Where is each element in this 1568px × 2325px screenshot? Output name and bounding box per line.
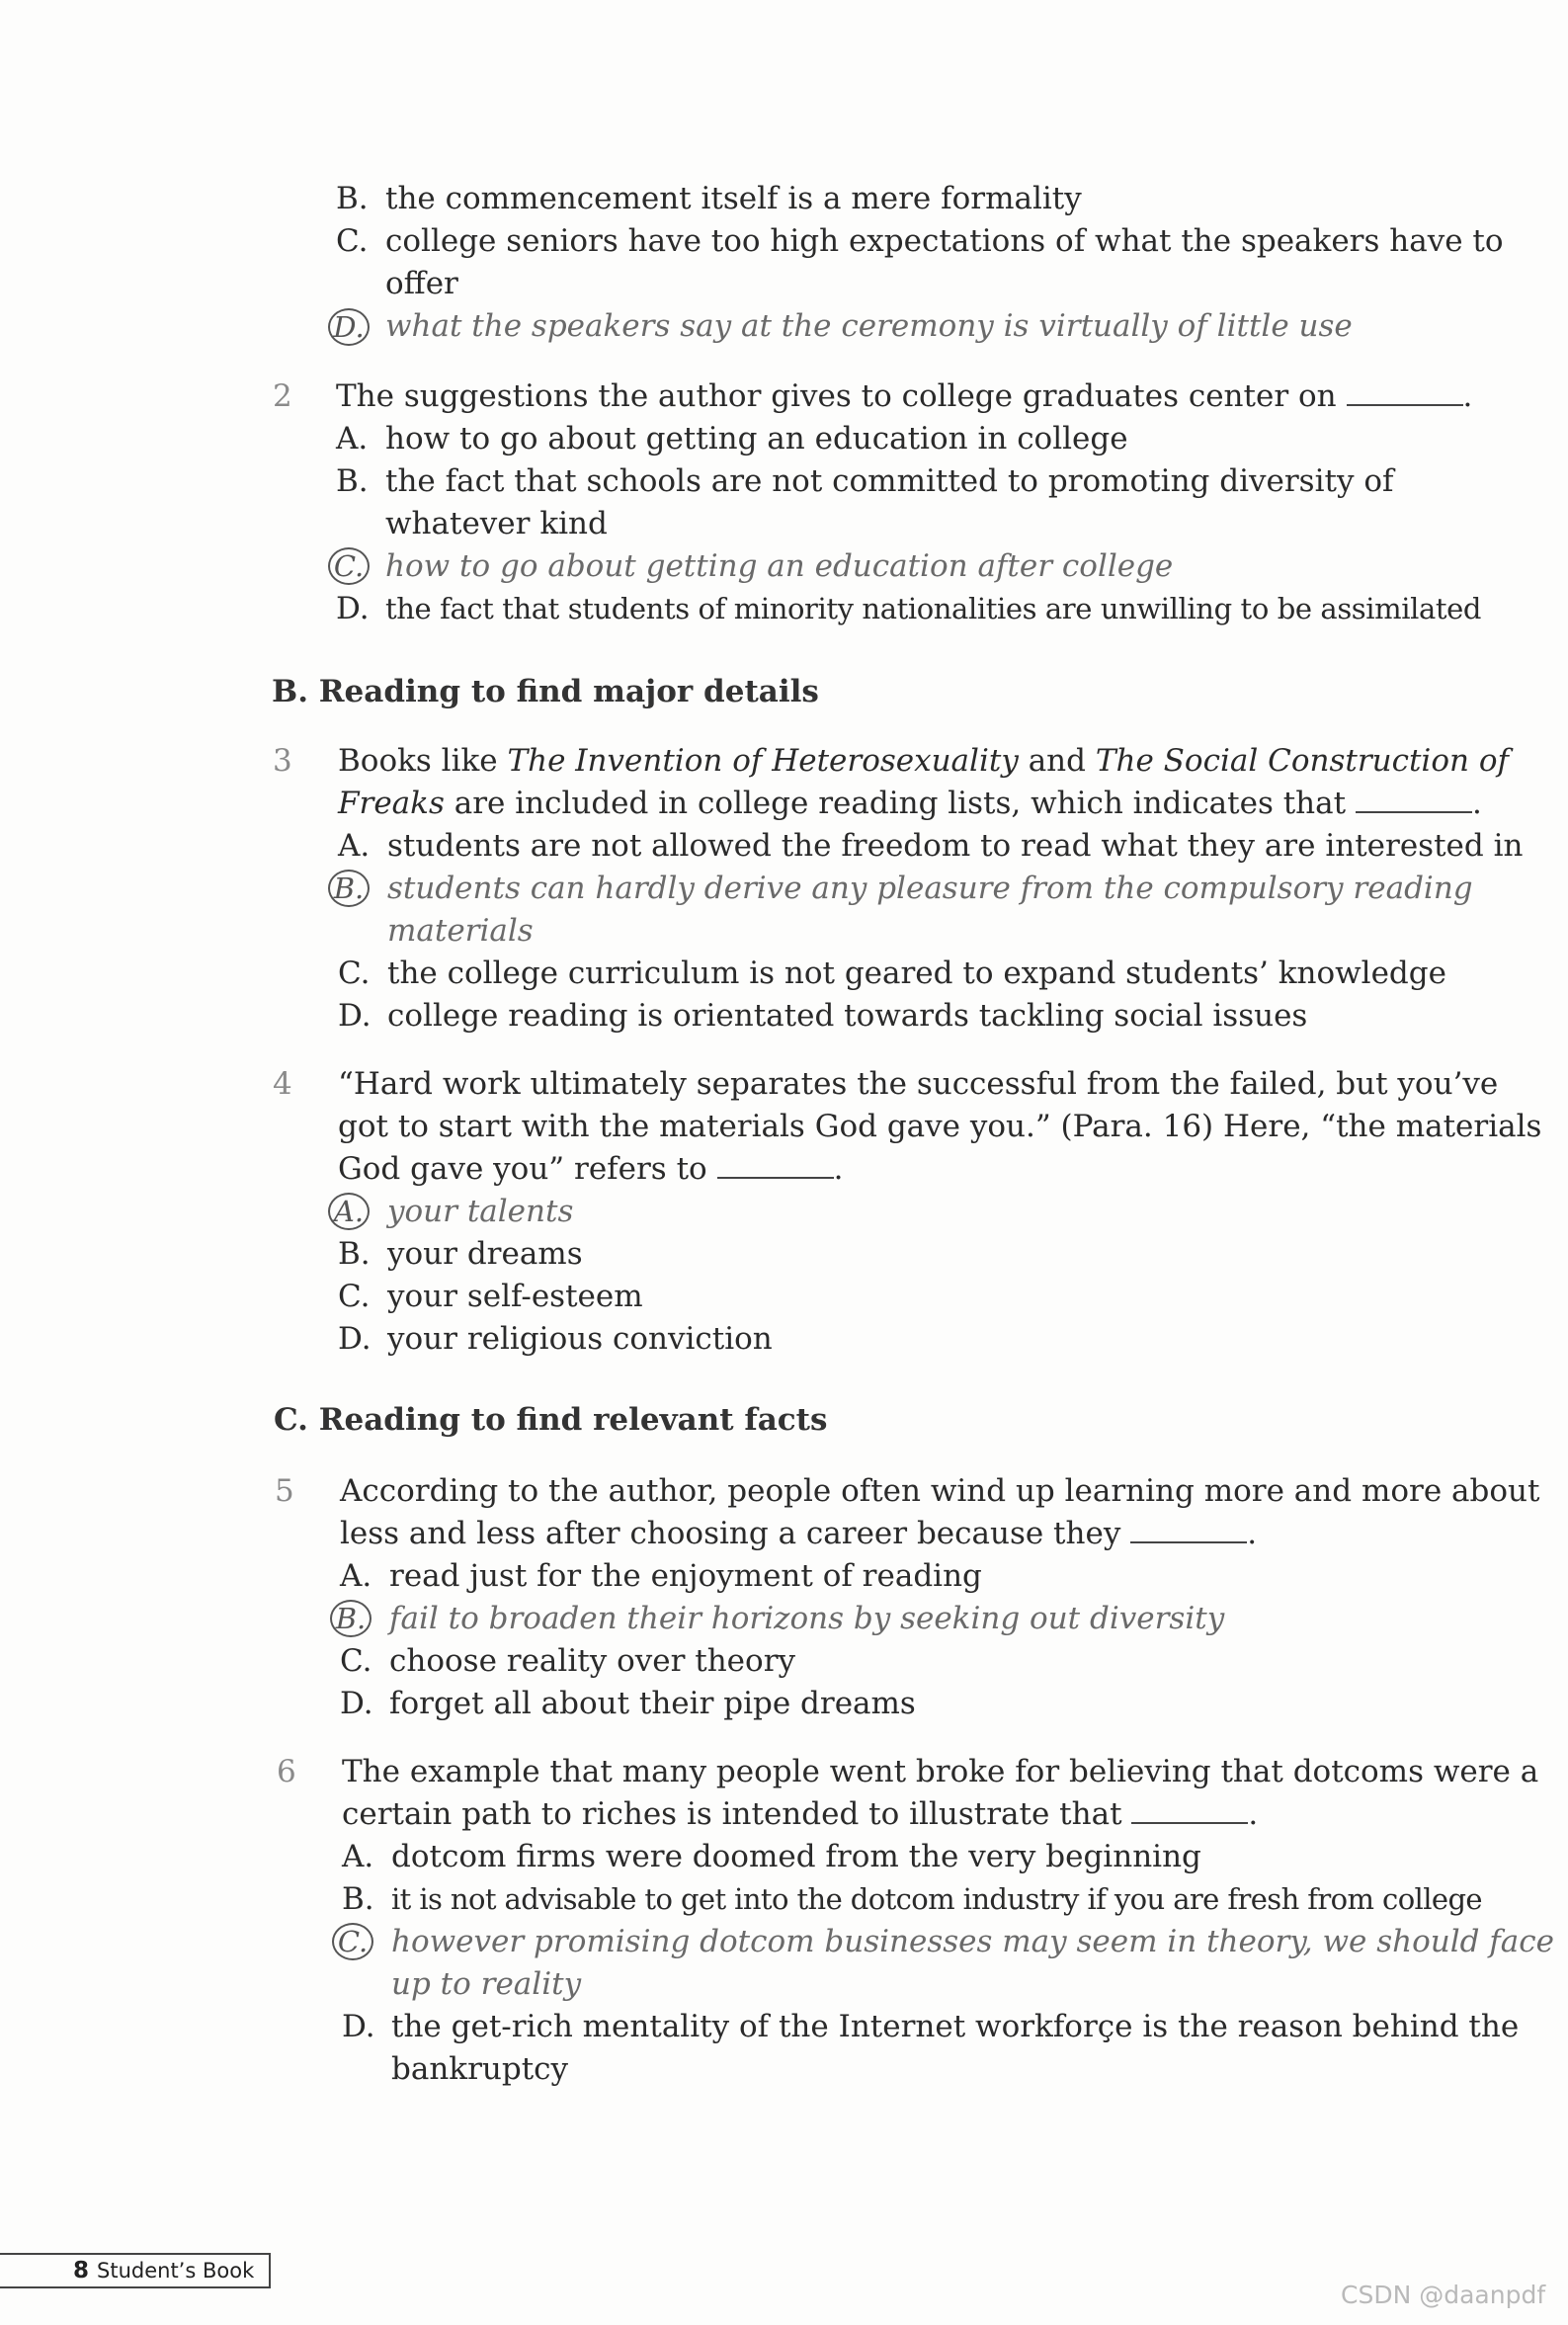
question-stem-continued: Freaks are included in college reading lists, which indicates that . bbox=[338, 786, 1482, 821]
answer-text: what the speakers say at the ceremony is virtually of little use bbox=[385, 308, 1353, 344]
question-stem: “Hard work ultimately separates the successful from the failed, but you’ve bbox=[338, 1066, 1499, 1102]
option-text-continued: whatever kind bbox=[385, 506, 608, 541]
question-stem: According to the author, people often wind up learning more and more about bbox=[340, 1473, 1540, 1509]
option-letter: D. bbox=[338, 998, 371, 1034]
option-letter: B. bbox=[336, 463, 369, 499]
question-number: 5 bbox=[275, 1473, 294, 1509]
option-letter-circled: A. bbox=[333, 1195, 365, 1228]
option-text: students are not allowed the freedom to read what they are interested in bbox=[387, 828, 1524, 864]
option-text: choose reality over theory bbox=[389, 1643, 796, 1679]
question-number: 4 bbox=[273, 1066, 292, 1102]
answer-blank bbox=[1347, 378, 1463, 406]
option-letter: A. bbox=[338, 828, 371, 864]
question-number: 6 bbox=[277, 1754, 296, 1789]
option-text: your religious conviction bbox=[387, 1321, 773, 1357]
option-text: it is not advisable to get into the dotcom industry if you are fresh from college bbox=[391, 1882, 1482, 1916]
option-letter: D. bbox=[340, 1686, 373, 1721]
option-letter: C. bbox=[336, 223, 369, 259]
option-text: your dreams bbox=[387, 1236, 583, 1272]
answer-blank bbox=[1131, 1796, 1248, 1824]
option-letter: C. bbox=[340, 1643, 372, 1679]
option-text-continued: offer bbox=[385, 266, 458, 301]
option-letter-circled: B. bbox=[335, 1602, 367, 1635]
option-text: dotcom firms were doomed from the very beginning bbox=[391, 1839, 1201, 1874]
answer-blank bbox=[1356, 786, 1472, 813]
question-stem-continued: got to start with the materials God gave you.” (Para. 16) Here, “the materials bbox=[338, 1109, 1542, 1144]
option-text: your self-esteem bbox=[387, 1279, 643, 1314]
answer-text: students can hardly derive any pleasure from the compulsory reading bbox=[387, 871, 1473, 906]
option-letter: B. bbox=[336, 181, 369, 216]
answer-text: your talents bbox=[387, 1194, 574, 1229]
answer-text: how to go about getting an education after college bbox=[385, 548, 1174, 584]
option-letter: A. bbox=[340, 1558, 372, 1594]
option-letter: D. bbox=[342, 2009, 375, 2044]
option-letter: A. bbox=[336, 421, 369, 457]
question-stem: Books like The Invention of Heterosexuality and The Social Construction of bbox=[338, 743, 1509, 779]
option-text: the fact that students of minority nationalities are unwilling to be assimilated bbox=[385, 592, 1482, 625]
question-stem: The suggestions the author gives to college graduates center on . bbox=[336, 378, 1473, 414]
answer-text-continued: materials bbox=[387, 913, 534, 949]
question-number: 2 bbox=[273, 378, 292, 414]
section-heading: C. Reading to find relevant facts bbox=[274, 1402, 828, 1438]
question-stem-continued: certain path to riches is intended to illustrate that . bbox=[342, 1796, 1259, 1832]
option-text: the fact that schools are not committed to promoting diversity of bbox=[385, 463, 1394, 499]
option-text: the commencement itself is a mere formality bbox=[385, 181, 1082, 216]
option-text-continued: bankruptcy bbox=[391, 2051, 569, 2087]
option-letter: C. bbox=[338, 955, 371, 991]
answer-text-continued: up to reality bbox=[391, 1966, 582, 2002]
option-letter-circled: C. bbox=[337, 1925, 369, 1958]
section-heading: B. Reading to find major details bbox=[272, 674, 819, 709]
option-text: college seniors have too high expectations of what the speakers have to bbox=[385, 223, 1504, 259]
watermark: CSDN @daanpdf bbox=[1341, 2281, 1546, 2309]
question-stem-continued: less and less after choosing a career because they . bbox=[340, 1516, 1258, 1551]
option-letter: B. bbox=[342, 1881, 374, 1917]
option-letter: A. bbox=[342, 1839, 374, 1874]
answer-text: fail to broaden their horizons by seeking out diversity bbox=[389, 1601, 1225, 1636]
option-letter: D. bbox=[336, 591, 370, 626]
option-text: college reading is orientated towards tackling social issues bbox=[387, 998, 1308, 1034]
option-text: how to go about getting an education in college bbox=[385, 421, 1128, 457]
answer-blank bbox=[1130, 1516, 1247, 1543]
page-footer bbox=[73, 2255, 254, 2286]
book-label: Student’s Book bbox=[97, 2259, 255, 2283]
option-text: forget all about their pipe dreams bbox=[389, 1686, 916, 1721]
option-letter: D. bbox=[338, 1321, 371, 1357]
option-letter-circled: C. bbox=[333, 549, 365, 583]
option-text: read just for the enjoyment of reading bbox=[389, 1558, 982, 1594]
question-stem: The example that many people went broke for believing that dotcoms were a bbox=[342, 1754, 1539, 1789]
answer-text: however promising dotcom businesses may seem in theory, we should face bbox=[391, 1924, 1554, 1959]
option-letter-circled: D. bbox=[333, 310, 365, 344]
page-number: 8 bbox=[73, 2258, 90, 2283]
question-stem-continued: God gave you” refers to . bbox=[338, 1151, 844, 1187]
option-letter-circled: B. bbox=[333, 872, 365, 905]
question-number: 3 bbox=[273, 743, 292, 779]
option-letter: B. bbox=[338, 1236, 371, 1272]
option-text: the get-rich mentality of the Internet workforçe is the reason behind the bbox=[391, 2009, 1520, 2044]
answer-blank bbox=[717, 1151, 834, 1179]
option-text: the college curriculum is not geared to expand students’ knowledge bbox=[387, 955, 1446, 991]
option-letter: C. bbox=[338, 1279, 371, 1314]
